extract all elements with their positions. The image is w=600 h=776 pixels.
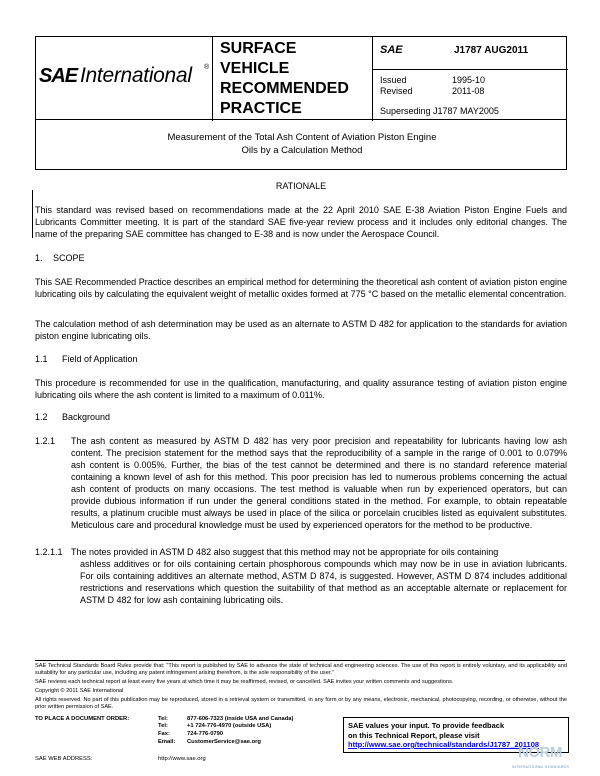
order-label: TO PLACE A DOCUMENT ORDER: [35,716,130,722]
divider [372,37,373,121]
watermark-subtitle: INTERNATIONAL STANDARDS [512,764,570,769]
feedback-link[interactable]: http://www.sae.org/technical/standards/J1787_201108 [348,740,540,749]
sae-logo-international: International [80,64,192,87]
email-label: Email: [158,739,176,745]
board-rules-note: SAE Technical Standards Board Rules provide that: "This report is published by SAE to advance the state of technical and engineering sciences. The use of this report is entirely voluntary, and its applicability and suitability for any particular use, including any patent infringement arising therefrom, is the sole responsibility of the user." [35,663,567,676]
field-paragraph: This procedure is recommended for use in the qualification, manufacturing, and quality assurance testing of aviation piston engine lubricating oils where the ash content is limited to a maximum of 0.011%. [35,378,567,400]
section-heading-field-of-application: Field of Application [62,354,138,364]
tel-label: Tel: [158,716,168,722]
section-number: 1.1 [35,354,48,364]
email-link[interactable]: CustomerService@sae.org [187,739,261,745]
scope-paragraph-1: This SAE Recommended Practice describes an empirical method for determining the theoretical ash content of aviation piston engine lubricating oils by calculating the equivalent weight of metallic oxides formed at 775 °C based on the metallic elemental concentration. [35,277,567,299]
sae-small-logo: SAE [380,44,403,56]
title-box [35,120,567,170]
notes-paragraph-first-line: The notes provided in ASTM D 482 also suggest that this method may not be appropriate for oils containing [71,547,499,557]
title-line: Oils by a Calculation Method [241,145,363,156]
divider [372,69,568,70]
sae-logo-mark: SAE [39,65,78,87]
web-address-label: SAE WEB ADDRESS: [35,756,93,762]
scope-paragraph-2: The calculation method of ash determination may be used as an alternate to ASTM D 482 for application to the standards for aviation piston engine lubricating oils. [35,319,567,341]
background-paragraph: The ash content as measured by ASTM D 482 has very poor precision and repeatability for lubricants having low ash content. The precision statement for the method says that the reproducibility of a sample in the range of 0.001 to 0.079% ash content is 0.005%. Further, the bias of the test cannot be determined and there is no standard reference material containing a known level of ash for this method. This poor precision has led to numerous problems concerning the actual ash content of products on many occasions. The test method is valuable when run by experienced operators, but can provide dubious information if run under the general conditions stated in the method. For example, to obtain repeatable results, a platinum crucible must always be used in place of the silica or porcelain crucibles listed as equivalent substitutes. Meticulous care and procedural knowledge must be used by experienced operators for the method to be productive. [71,436,567,530]
registered-mark: ® [204,64,210,71]
rationale-heading: RATIONALE [275,181,327,191]
revised-row [380,86,485,96]
document-type-line: RECOMMENDED [220,80,349,97]
divider [212,37,213,121]
section-number: 1. [35,253,43,263]
fax-label: Fax: [158,731,170,737]
footer-divider [35,660,565,661]
change-bar [32,190,33,238]
rationale-paragraph: This standard was revised based on recommendations made at the 22 April 2010 SAE E-38 Aviation Piston Engine Fuels and Lubricants Committer meeting. It is part of the standard SAE five-year review process and it includes only editorial changes. The name of the preparing SAE committee has changed to E-38 and is now under the Aerospace Council. [35,205,567,239]
tel-value: 877-606-7323 (inside USA and Canada) [187,716,294,722]
document-title [36,131,568,157]
document-type-line: VEHICLE [220,60,290,77]
tel-label: Tel: [158,723,168,729]
document-type-line: PRACTICE [220,100,302,117]
issued-row [380,75,486,85]
rights-note: All rights reserved. No part of this publication may be reproduced, stored in a retrieval system or transmitted, in any form or by any means, electronic, mechanical, photocopying, recording, or otherwise, without the prior written permission of SAE. [35,697,567,710]
document-id: J1787 AUG2011 [454,45,529,56]
fax-value: 724-776-0790 [187,731,224,737]
feedback-text: SAE values your input. To provide feedback [348,721,505,730]
document-type-line: SURFACE [220,40,297,57]
feedback-text: on this Technical Report, please visit [348,730,480,740]
section-number: 1.2.1 [35,436,56,446]
sae-logo [36,37,212,121]
copyright-note: Copyright © 2011 SAE International [35,688,124,694]
document-header [35,36,567,120]
section-number: 1.2.1.1 [35,547,63,557]
web-address-link[interactable]: http://www.sae.org [158,756,206,762]
revised-label: Revised [380,86,413,96]
revised-value: 2011-08 [452,86,485,96]
review-note: SAE reviews each technical report at least every five years at which time it may be reaffirmed, revised, or cancelled. SAE invites your written comments and suggestions. [35,679,454,685]
tel-value: +1 724-776-4970 (outside USA) [187,723,272,729]
issued-label: Issued [380,75,407,85]
section-heading-scope: SCOPE [53,253,85,263]
superseding: Superseding J1787 MAY2005 [380,106,499,116]
document-type [220,39,349,119]
section-heading-background: Background [62,412,111,422]
watermark: NORM [518,744,562,761]
section-number: 1.2 [35,412,48,422]
issued-value: 1995-10 [452,75,486,85]
title-line: Measurement of the Total Ash Content of Aviation Piston Engine [167,132,437,143]
notes-paragraph: ashless additives or for oils containing certain phosphorous compounds which may now be in use in aviation lubricants. For oils containing additives an alternate method, ASTM D 874, is suggested. However, ASTM D 874 includes additional restrictions and reservations which question the suitability of that method as an acceptable alternate or replacement for ASTM D 482 for low ash containing lubricating oils. [80,559,567,605]
